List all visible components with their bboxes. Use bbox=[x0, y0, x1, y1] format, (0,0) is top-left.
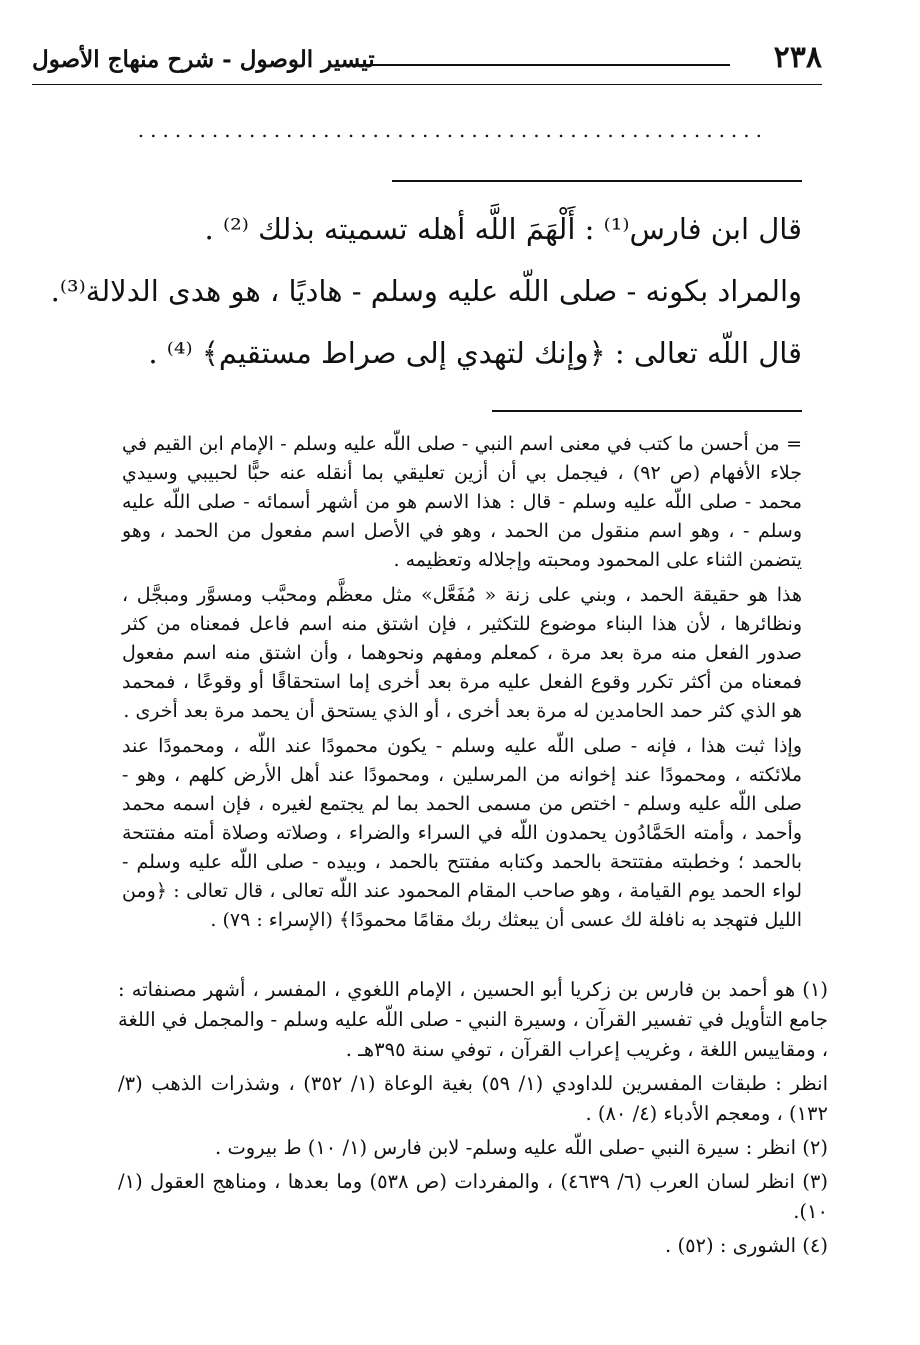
footnote-1-references: انظر : طبقات المفسرين للداودي (١/ ٥٩) بغية الوعاة (١/ ٣٥٢) ، وشذرات الذهب (٣/ ١٣٢) ، ومعجم الأدباء (٤/ ٨٠) . bbox=[118, 1072, 828, 1125]
section-rule bbox=[392, 180, 802, 182]
footnote-4: (٤) الشورى : (٥٢) . bbox=[665, 1234, 828, 1257]
continued-footnote bbox=[122, 430, 802, 941]
main-line-2: والمراد بكونه - صلى اللّه عليه وسلم - هاديًا ، هو هدى الدلالة⁽³⁾. bbox=[50, 274, 802, 308]
footnote-3: (٣) انظر لسان العرب (٦/ ٤٦٣٩) ، والمفردات (ص ٥٣٨) وما بعدها ، ومناهج العقول (١/ ١٠). bbox=[118, 1170, 829, 1223]
footnote-1: (١) هو أحمد بن فارس بن زكريا أبو الحسين ، الإمام اللغوي ، المفسر ، أشهر مصنفاته : جامع التأويل في تفسير القرآن ، وسيرة النبي - صلى اللّه عليه وسلم - والمجمل في اللغة ، ومقاييس اللغة ، وغريب إعراب القرآن ، توفي سنة ٣٩٥هـ . bbox=[118, 978, 828, 1061]
continued-paragraph-2: هذا هو حقيقة الحمد ، وبني على زنة « مُفَعَّل» مثل معظَّم ومحبَّب ومسوَّر ومبجَّل ، ونظائرها ، لأن هذا البناء موضوع للتكثير ، فإن اشتق منه اسم فاعل فمعناه من كثر صدور الفعل منه مرة بعد مرة ، كمعلم ومفهم ونحوهما ، وأن اشتق منه اسم مفعول فمعناه من أكثر تكرر وقوع الفعل عليه مرة بعد أخرى إما استحقاقًا أو وقوعًا ، فمحمد هو الذي كثر حمد الحامدين له مرة بعد أخرى ، أو الذي يستحق أن يحمد مرة بعد أخرى . bbox=[122, 584, 802, 722]
main-text bbox=[50, 198, 802, 384]
main-line-1: قال ابن فارس⁽¹⁾ : أَلْهَمَ اللَّه أهله تسميته بذلك ⁽²⁾ . bbox=[204, 212, 802, 246]
main-line-3: قال اللّه تعالى : ﴿وإنك لتهدي إلى صراط مستقيم﴾ ⁽⁴⁾ . bbox=[148, 336, 802, 370]
running-title: تيسير الوصول - شرح منهاج الأصول bbox=[32, 46, 375, 73]
footnote-2: (٢) انظر : سيرة النبي -صلى اللّه عليه وسلم- لابن فارس (١/ ١٠) ط بيروت . bbox=[215, 1136, 828, 1159]
continued-paragraph-1: = من أحسن ما كتب في معنى اسم النبي - صلى اللّه عليه وسلم - الإمام ابن القيم في جلاء الأفهام (ص ٩٢) ، فيجمل بي أن أزين تعليقي بما أنقله عنه حبًّا لحبيبي وسيدي محمد - صلى اللّه عليه وسلم - قال : هذا الاسم هو من أشهر أسمائه - صلى اللّه عليه وسلم - ، وهو اسم منقول من الحمد ، وهو في الأصل اسم مفعول من الحمد ، وهو يتضمن الثناء على المحمود ومحبته وإجلاله وتعظيمه . bbox=[122, 433, 802, 571]
continued-paragraph-3: وإذا ثبت هذا ، فإنه - صلى اللّه عليه وسلم - يكون محمودًا عند اللّه ، ومحمودًا عند ملائكته ، ومحمودًا عند إخوانه من المرسلين ، ومحمودًا عند أهل الأرض كلهم ، وهو - صلى اللّه عليه وسلم - اختص من مسمى الحمد بما لم يجتمع لغيره ، فإن اسمه محمد وأحمد ، وأمته الحَمَّادُون يحمدون اللّه في السراء والضراء ، وصلاته وصلاة أمته مفتتحة بالحمد ؛ وخطبته مفتتحة بالحمد وكتابه مفتتح بالحمد ، وبيده - صلى اللّه عليه وسلم - لواء الحمد يوم القيامة ، وهو صاحب المقام المحمود عند اللّه تعالى ، قال تعالى : ﴿ومن الليل فتهجد به نافلة لك عسى أن يبعثك ربك مقامًا محمودًا﴾ (الإسراء : ٧٩) . bbox=[122, 735, 802, 931]
page-number: ٢٣٨ bbox=[773, 40, 822, 75]
header-rule bbox=[345, 64, 730, 66]
dotted-separator: ................................................... bbox=[137, 118, 768, 142]
page-header bbox=[32, 38, 822, 88]
footnotes bbox=[118, 975, 828, 1265]
footnote-rule bbox=[492, 410, 802, 412]
header-underline bbox=[32, 84, 822, 85]
